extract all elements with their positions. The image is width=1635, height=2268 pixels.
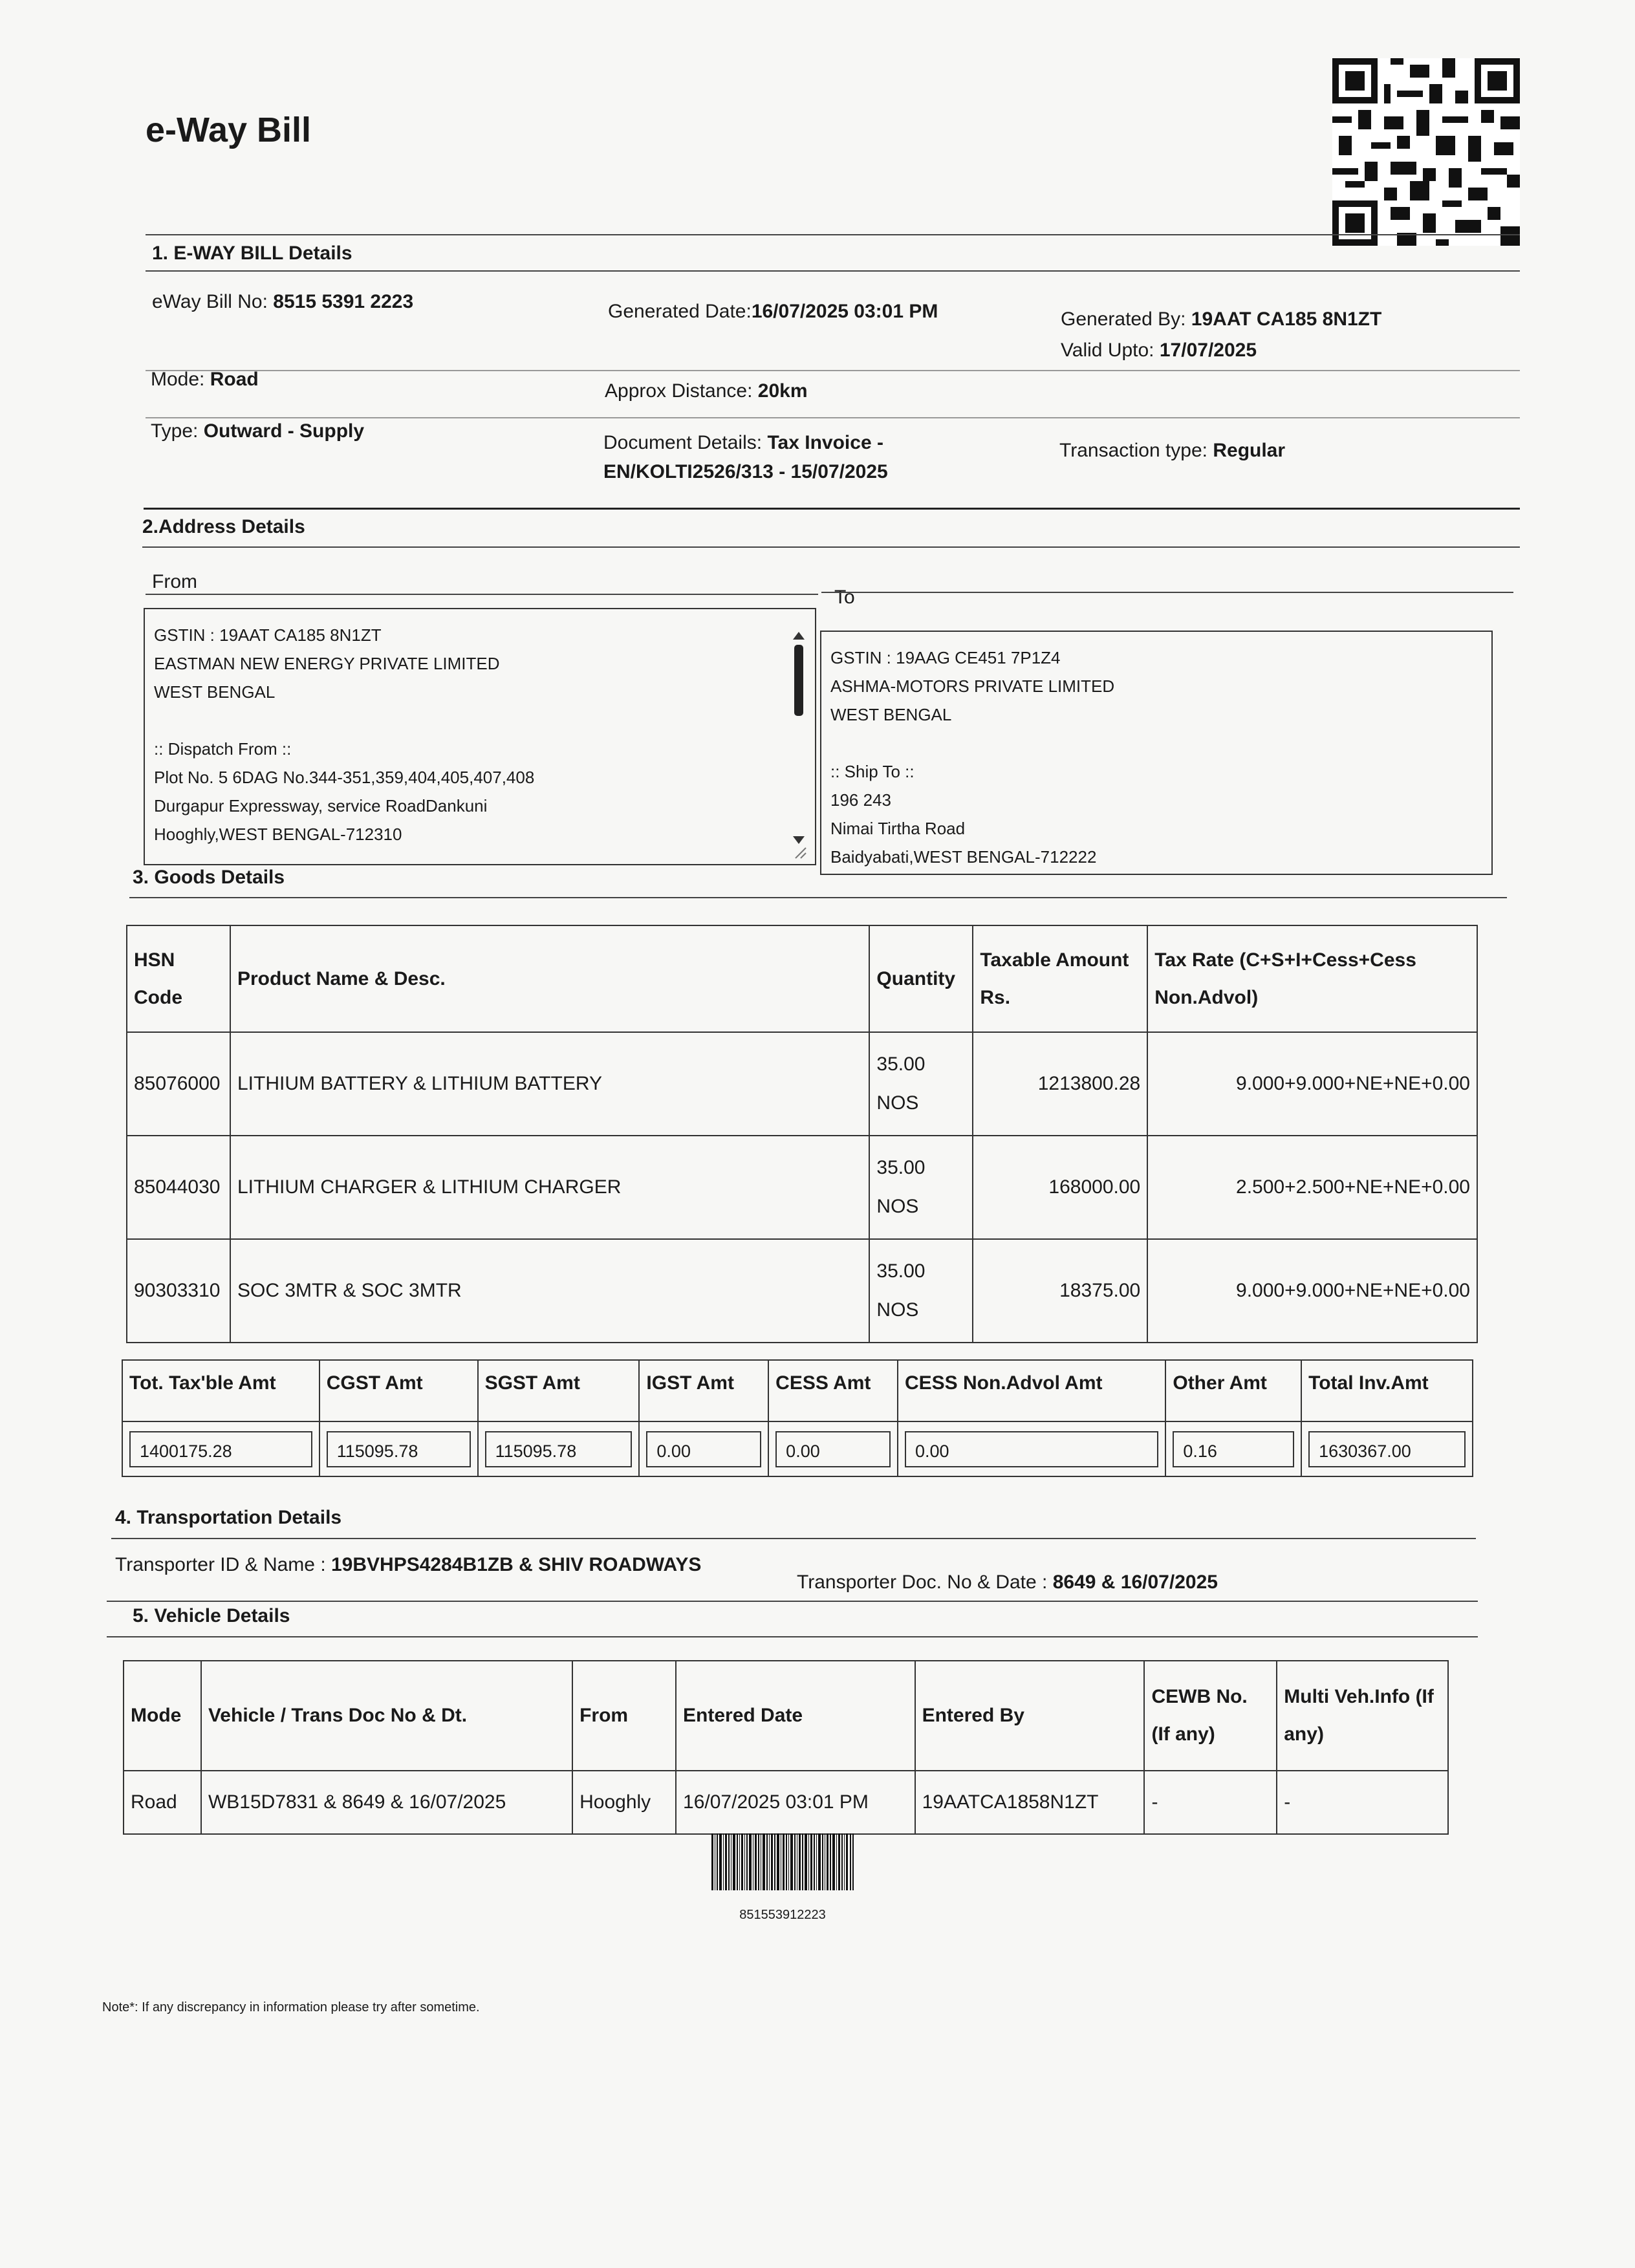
barcode-icon [711, 1833, 854, 1905]
table-row: 85076000 LITHIUM BATTERY & LITHIUM BATTERY 35.00 NOS 1213800.28 9.000+9.000+NE+NE+0.00 [127, 1032, 1477, 1136]
cess-field: 0.00 [775, 1431, 891, 1467]
totals-table [122, 1359, 1473, 1477]
vehicle-table [123, 1660, 1449, 1835]
other-amt-field: 0.16 [1173, 1431, 1294, 1467]
page-title: e-Way Bill [146, 111, 312, 149]
col-header-entered-date: Entered Date [676, 1661, 915, 1771]
transporter-id-name: Transporter ID & Name : 19BVHPS4284B1ZB & SHIV ROADWAYS [115, 1554, 702, 1575]
table-row: 85044030 LITHIUM CHARGER & LITHIUM CHARGER 35.00 NOS 168000.00 2.500+2.500+NE+NE+0.00 [127, 1136, 1477, 1239]
igst-field: 0.00 [646, 1431, 761, 1467]
col-header-mode: Mode [124, 1661, 201, 1771]
valid-upto: Valid Upto: 17/07/2025 [1061, 340, 1257, 361]
approx-distance: Approx Distance: 20km [605, 380, 808, 402]
from-heading: From [152, 571, 197, 592]
col-header-total-inv: Total Inv.Amt [1301, 1360, 1473, 1421]
generated-date: Generated Date:16/07/2025 03:01 PM [608, 301, 938, 322]
document-details: Document Details: Tax Invoice - [603, 432, 883, 453]
col-header-taxable-amount: Taxable Amount Rs. [973, 925, 1147, 1032]
mode: Mode: Road [151, 369, 259, 390]
generated-by: Generated By: 19AAT CA185 8N1ZT [1061, 308, 1382, 330]
sgst-field: 115095.78 [485, 1431, 633, 1467]
scrollbar[interactable] [790, 631, 807, 860]
ewb-number: eWay Bill No: 8515 5391 2223 [152, 291, 414, 312]
col-header-vehicle-doc: Vehicle / Trans Doc No & Dt. [201, 1661, 572, 1771]
col-header-cgst: CGST Amt [319, 1360, 478, 1421]
cess-nonadvol-field: 0.00 [905, 1431, 1158, 1467]
col-header-tot-taxable: Tot. Tax'ble Amt [122, 1360, 319, 1421]
col-header-cess: CESS Amt [768, 1360, 898, 1421]
barcode-number: 851553912223 [739, 1908, 826, 1922]
col-header-entered-by: Entered By [915, 1661, 1145, 1771]
col-header-cewb: CEWB No. (If any) [1144, 1661, 1277, 1771]
transporter-doc: Transporter Doc. No & Date : 8649 & 16/07/2025 [797, 1571, 1218, 1593]
col-header-product: Product Name & Desc. [230, 925, 869, 1032]
col-header-other: Other Amt [1165, 1360, 1301, 1421]
transaction-type: Transaction type: Regular [1059, 440, 1286, 461]
cgst-field: 115095.78 [327, 1431, 471, 1467]
col-header-from: From [572, 1661, 676, 1771]
col-header-igst: IGST Amt [639, 1360, 768, 1421]
goods-table [126, 925, 1478, 1343]
to-address-box[interactable]: GSTIN : 19AAG CE451 7P1Z4 ASHMA-MOTORS PRIVATE LIMITED WEST BENGAL :: Ship To :: 196 243 Nimai Tirtha Road Baidyabati,WEST BENGAL-712222 [820, 631, 1493, 875]
total-inv-field: 1630367.00 [1308, 1431, 1466, 1467]
col-header-hsn: HSN Code [127, 925, 230, 1032]
section-title: 5. Vehicle Details [133, 1605, 290, 1626]
tot-taxable-field: 1400175.28 [129, 1431, 312, 1467]
type: Type: Outward - Supply [151, 420, 365, 442]
col-header-tax-rate: Tax Rate (C+S+I+Cess+Cess Non.Advol) [1147, 925, 1477, 1032]
section-title: 1. E-WAY BILL Details [152, 243, 352, 264]
table-row: Road WB15D7831 & 8649 & 16/07/2025 Hooghly 16/07/2025 03:01 PM 19AATCA1858N1ZT - - [124, 1771, 1448, 1834]
section-title: 3. Goods Details [133, 867, 285, 888]
document-details-line2: EN/KOLTI2526/313 - 15/07/2025 [603, 461, 888, 482]
to-heading: To [834, 587, 855, 608]
col-header-sgst: SGST Amt [478, 1360, 640, 1421]
section-title: 2.Address Details [142, 516, 305, 537]
section-title: 4. Transportation Details [115, 1507, 342, 1528]
col-header-cess-nonadvol: CESS Non.Advol Amt [898, 1360, 1165, 1421]
from-address-box[interactable]: GSTIN : 19AAT CA185 8N1ZT EASTMAN NEW ENERGY PRIVATE LIMITED WEST BENGAL :: Dispatch From :: Plot No. 5 6DAG No.344-351,359,404,405,407,408 Durgapur Expressway, service RoadDankuni Hooghly,WEST BENGAL-712310 [144, 608, 816, 865]
table-row: 90303310 SOC 3MTR & SOC 3MTR 35.00 NOS 18375.00 9.000+9.000+NE+NE+0.00 [127, 1239, 1477, 1343]
col-header-multi-veh: Multi Veh.Info (If any) [1277, 1661, 1448, 1771]
col-header-quantity: Quantity [869, 925, 973, 1032]
footer-note: Note*: If any discrepancy in information please try after sometime. [102, 2000, 480, 2014]
qr-code-icon [1332, 58, 1520, 246]
